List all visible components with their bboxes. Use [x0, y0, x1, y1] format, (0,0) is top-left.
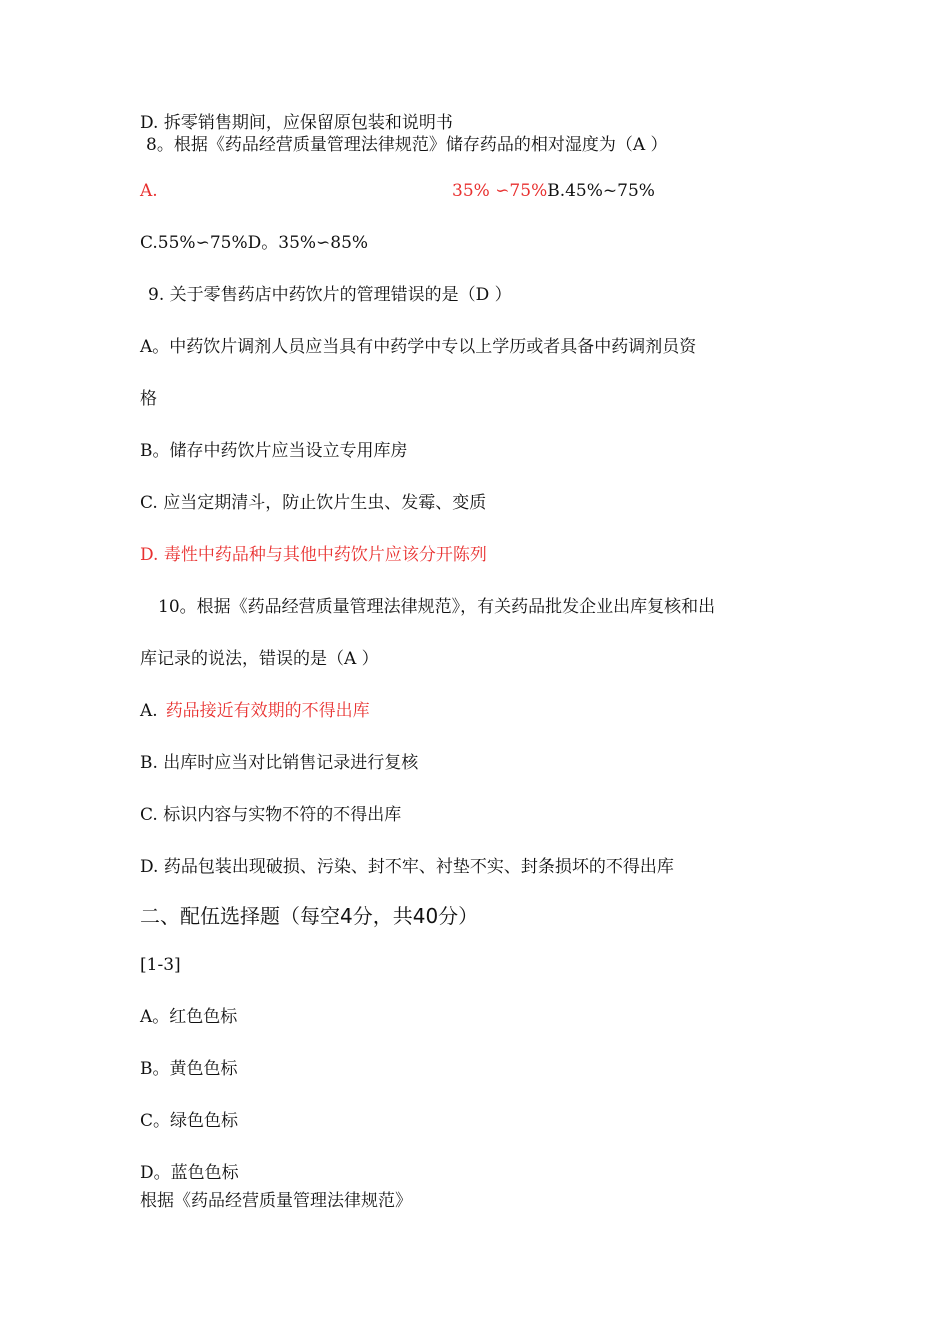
- q9-option-d: D. 毒性中药品种与其他中药饮片应该分开陈列: [140, 545, 487, 565]
- q10-option-b: B. 出库时应当对比销售记录进行复核: [140, 753, 419, 773]
- q10-option-a-label: A.: [140, 701, 158, 721]
- q10-option-a-text: 药品接近有效期的不得出库: [165, 701, 370, 721]
- q10-option-d: D. 药品包装出现破损、污染、封不牢、衬垫不实、封条损坏的不得出库: [140, 857, 674, 877]
- q8-stem: 8。根据《药品经营质量管理法律规范》储存药品的相对湿度为（A ）: [146, 135, 668, 155]
- q10-stem-line1: 10。根据《药品经营质量管理法律规范》，有关药品批发企业出库复核和出: [158, 597, 716, 617]
- q9-option-b: B。储存中药饮片应当设立专用库房: [140, 441, 408, 461]
- matching-option-a: A。红色色标: [140, 1007, 238, 1027]
- q7-option-d: D. 拆零销售期间，应保留原包装和说明书: [140, 113, 453, 133]
- matching-option-d: D。蓝色色标: [140, 1163, 239, 1183]
- q9-option-a-line1: A。中药饮片调剂人员应当具有中药学中专以上学历或者具备中药调剂员资: [140, 337, 697, 357]
- q9-option-a-line2: 格: [140, 389, 157, 409]
- q10-option-a: [140, 700, 370, 722]
- section-2-heading: 二、配伍选择题（每空4分，共40分）: [140, 904, 479, 928]
- q8-option-a-label: A.: [140, 181, 158, 201]
- matching-option-b: B。黄色色标: [140, 1059, 238, 1079]
- q8-option-b: B.45%~75%: [547, 181, 655, 201]
- group-label: [1-3]: [140, 955, 181, 975]
- q10-option-c: C. 标识内容与实物不符的不得出库: [140, 805, 402, 825]
- q8-option-a-value: 35% ∽75%: [452, 181, 548, 201]
- matching-option-c: C。绿色色标: [140, 1111, 239, 1131]
- q8-option-a-b-line: [452, 180, 655, 202]
- q8-options-c-d: C.55%∽75%D。35%∽85%: [140, 233, 369, 253]
- q10-stem-line2: 库记录的说法，错误的是（A ）: [140, 649, 379, 669]
- q9-stem: 9. 关于零售药店中药饮片的管理错误的是（D ）: [148, 285, 512, 305]
- q9-option-c: C. 应当定期清斗，防止饮片生虫、发霉、变质: [140, 493, 487, 513]
- group-stem: 根据《药品经营质量管理法律规范》: [140, 1191, 412, 1211]
